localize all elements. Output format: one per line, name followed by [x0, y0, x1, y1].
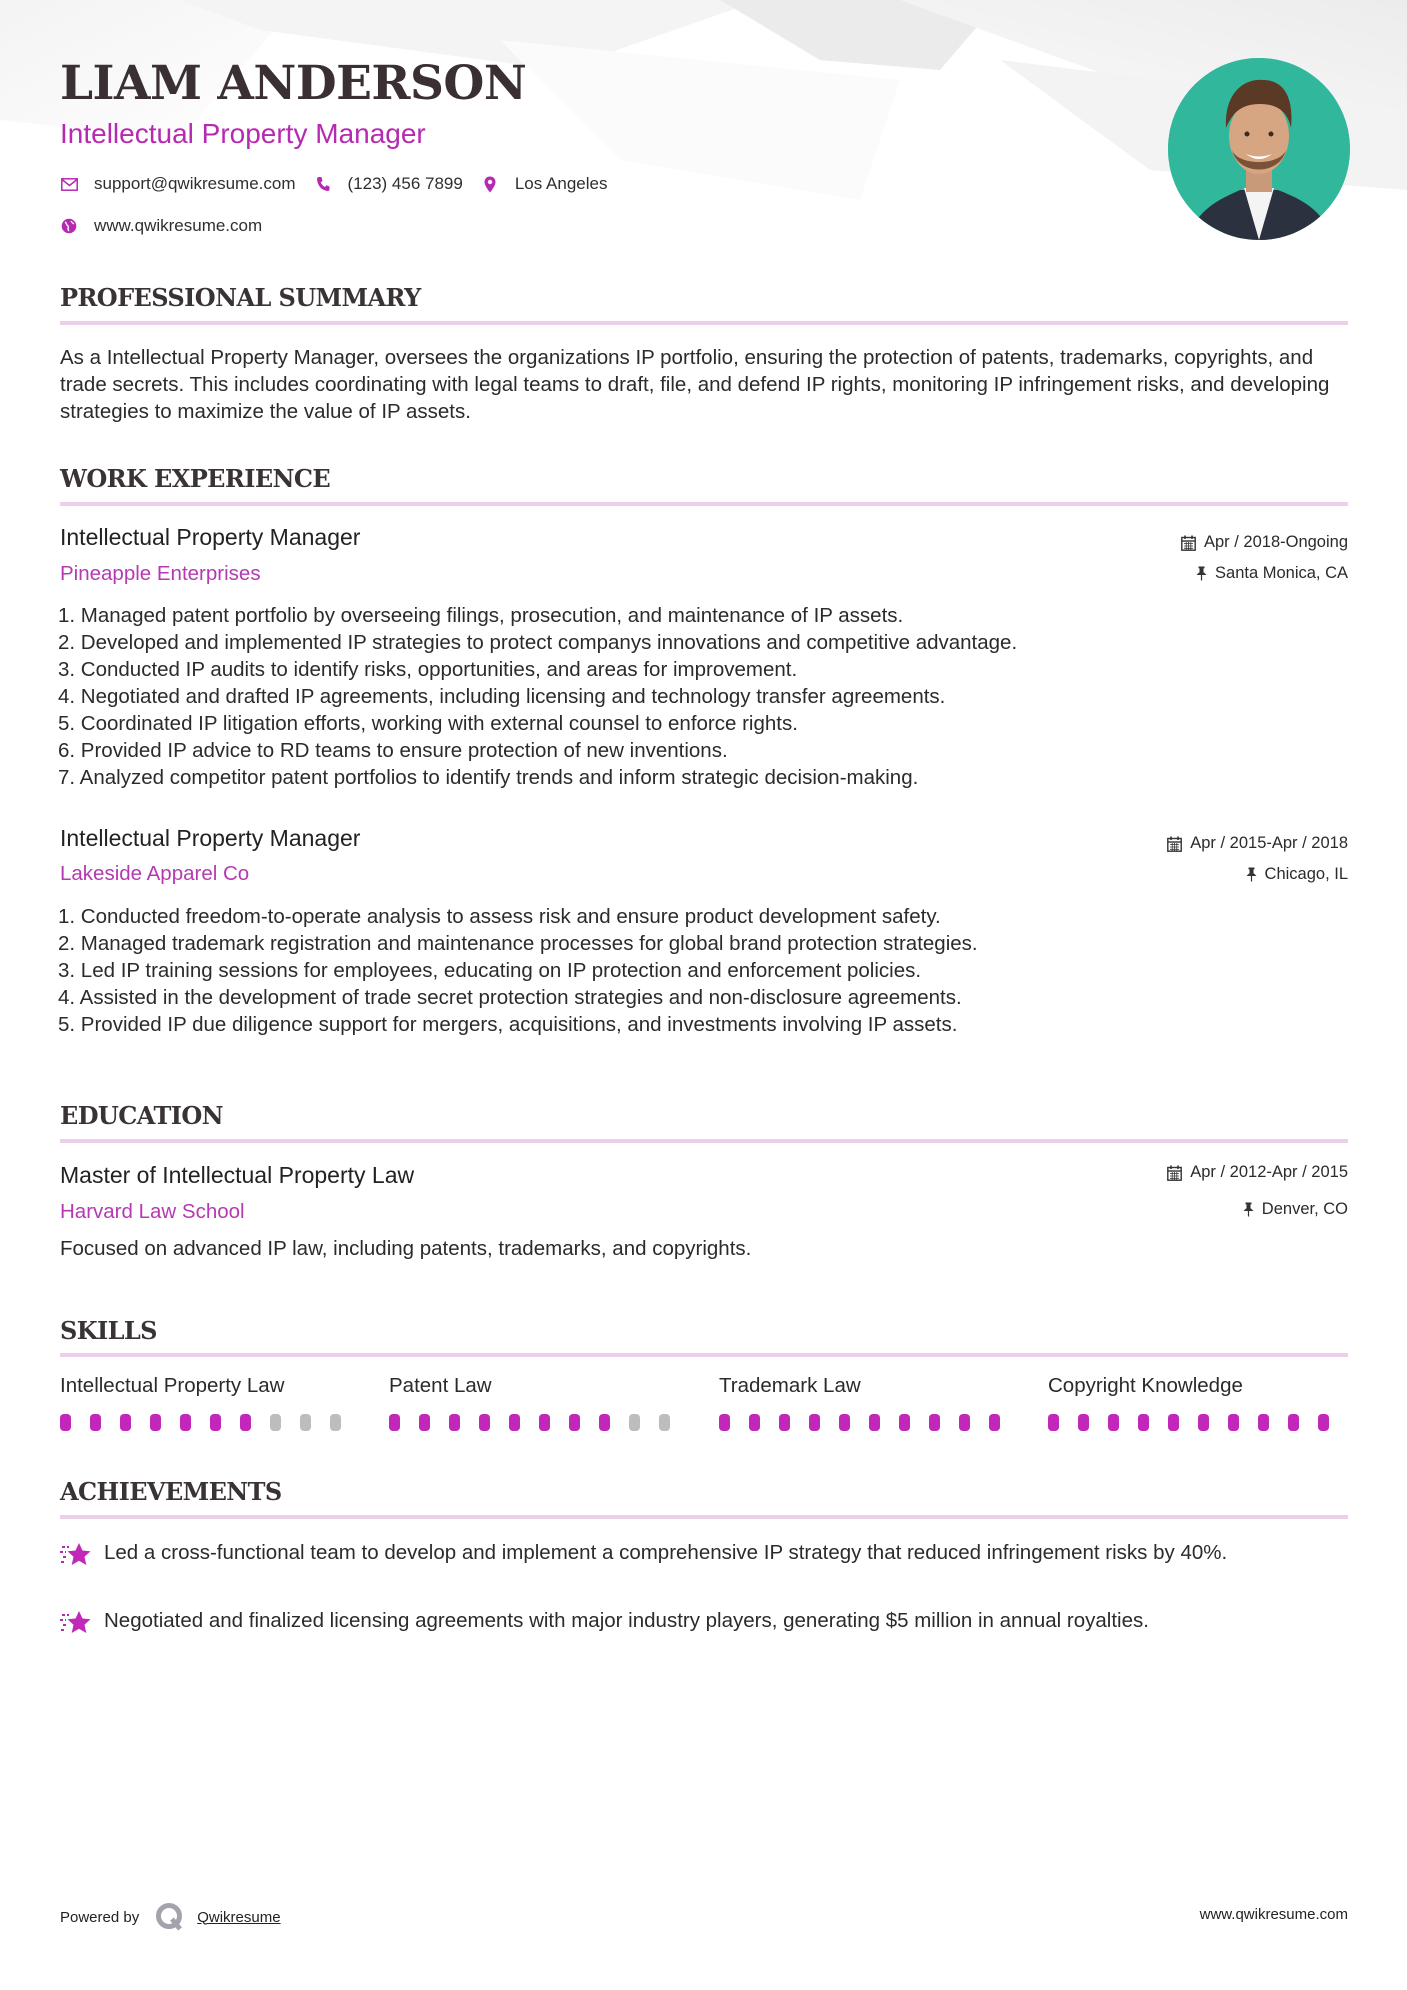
- skill-rating: [389, 1414, 689, 1431]
- job-responsibilities: [58, 903, 978, 1038]
- job-location: [1196, 564, 1348, 583]
- phone-number[interactable]: (123) 456 7899: [347, 174, 463, 193]
- skill-rating: [1048, 1414, 1348, 1431]
- website-row: [60, 216, 280, 236]
- section-divider: [60, 502, 1348, 506]
- education-dates: [1167, 1163, 1348, 1182]
- list-item: 3. Conducted IP audits to identify risks, opportunities, and areas for improvement.: [58, 658, 798, 681]
- skill-dot-filled: [809, 1414, 820, 1431]
- skill-dot-filled: [719, 1414, 730, 1431]
- education-dates-text: Apr / 2012-Apr / 2015: [1190, 1163, 1348, 1181]
- achievement-item: [60, 1607, 1350, 1640]
- skill-rating: [60, 1414, 360, 1431]
- skill-dot-filled: [539, 1414, 550, 1431]
- star-icon: [60, 1607, 94, 1640]
- company-name: Pineapple Enterprises: [60, 562, 261, 585]
- skill-dot-filled: [1048, 1414, 1059, 1431]
- section-divider: [60, 1515, 1348, 1519]
- list-item: 1. Conducted freedom-to-operate analysis to assess risk and ensure product development safety.: [58, 905, 941, 928]
- skill-item: [1048, 1374, 1348, 1431]
- skill-dot-filled: [1228, 1414, 1239, 1431]
- skill-dot-filled: [599, 1414, 610, 1431]
- email-link[interactable]: support@qwikresume.com: [94, 174, 296, 193]
- job-dates-text: Apr / 2015-Apr / 2018: [1190, 834, 1348, 852]
- job-title: Intellectual Property Manager: [60, 825, 361, 851]
- skill-dot-filled: [1078, 1414, 1089, 1431]
- section-heading-experience: WORK EXPERIENCE: [60, 464, 331, 493]
- skill-dot-filled: [180, 1414, 191, 1431]
- skill-dot-empty: [629, 1414, 640, 1431]
- skill-dot-filled: [509, 1414, 520, 1431]
- job-location: [1246, 865, 1348, 884]
- pushpin-icon: [1243, 1202, 1254, 1217]
- list-item: 4. Negotiated and drafted IP agreements, including licensing and technology transfer agreements.: [58, 685, 946, 708]
- section-heading-achievements: ACHIEVEMENTS: [60, 1477, 282, 1506]
- skill-dot-filled: [569, 1414, 580, 1431]
- skill-dot-empty: [270, 1414, 281, 1431]
- envelope-icon: [60, 175, 78, 193]
- qwikresume-logo-icon: [155, 1902, 185, 1932]
- candidate-title: Intellectual Property Manager: [60, 118, 426, 149]
- skill-label: Patent Law: [389, 1374, 492, 1397]
- skill-label: Intellectual Property Law: [60, 1374, 285, 1397]
- skill-item: [389, 1374, 689, 1431]
- degree-title: Master of Intellectual Property Law: [60, 1162, 415, 1188]
- list-item: 5. Coordinated IP litigation efforts, working with external counsel to enforce rights.: [58, 712, 798, 735]
- profile-photo: [1168, 58, 1350, 240]
- skill-item: [719, 1374, 1019, 1431]
- job-location-text: Chicago, IL: [1264, 865, 1348, 883]
- pushpin-icon: [1196, 566, 1207, 581]
- skill-dot-filled: [150, 1414, 161, 1431]
- candidate-name: LIAM ANDERSON: [60, 56, 527, 111]
- education-location-text: Denver, CO: [1261, 1200, 1348, 1218]
- list-item: 2. Developed and implemented IP strategies to protect companys innovations and competitive advantage.: [58, 631, 1018, 654]
- location: Los Angeles: [514, 174, 608, 193]
- skill-dot-filled: [1288, 1414, 1299, 1431]
- skill-dot-filled: [389, 1414, 400, 1431]
- skill-dot-empty: [659, 1414, 670, 1431]
- skill-dot-filled: [210, 1414, 221, 1431]
- section-divider: [60, 321, 1348, 325]
- section-heading-education: EDUCATION: [60, 1101, 223, 1130]
- summary-text: As a Intellectual Property Manager, oversees the organizations IP portfolio, ensuring the protection of patents, trademarks, copyrights, and trade secrets. This includes coordinating with legal teams to draft, file, and defend IP rights, monitoring IP infringement risks, and developing strategies to maximize the value of IP assets.: [60, 346, 1330, 423]
- calendar-icon: [1167, 836, 1182, 852]
- skill-rating: [719, 1414, 1019, 1431]
- skill-dot-filled: [749, 1414, 760, 1431]
- skill-dot-filled: [869, 1414, 880, 1431]
- skill-label: Copyright Knowledge: [1048, 1374, 1243, 1397]
- contact-row: [60, 174, 625, 194]
- skill-dot-empty: [330, 1414, 341, 1431]
- skill-dot-empty: [300, 1414, 311, 1431]
- skill-dot-filled: [449, 1414, 460, 1431]
- qwikresume-link[interactable]: Qwikresume: [197, 1908, 281, 1926]
- globe-icon: [60, 217, 78, 235]
- pushpin-icon: [1246, 867, 1257, 882]
- skill-dot-filled: [959, 1414, 970, 1431]
- map-pin-icon: [481, 175, 499, 193]
- skill-dot-filled: [1108, 1414, 1119, 1431]
- section-divider: [60, 1353, 1348, 1357]
- skill-dot-filled: [1198, 1414, 1209, 1431]
- education-location: [1243, 1200, 1348, 1219]
- section-heading-summary: PROFESSIONAL SUMMARY: [60, 283, 421, 312]
- powered-by-label: Powered by: [60, 1908, 140, 1926]
- job-dates-text: Apr / 2018-Ongoing: [1203, 533, 1348, 551]
- section-heading-skills: SKILLS: [60, 1316, 157, 1345]
- skill-dot-filled: [1258, 1414, 1269, 1431]
- skill-dot-filled: [60, 1414, 71, 1431]
- skill-dot-filled: [899, 1414, 910, 1431]
- list-item: 4. Assisted in the development of trade secret protection strategies and non-disclosure agreements.: [58, 986, 962, 1009]
- job-responsibilities: [58, 602, 1017, 791]
- job-dates: [1167, 834, 1348, 853]
- skill-dot-filled: [120, 1414, 131, 1431]
- skill-dot-filled: [929, 1414, 940, 1431]
- company-name: Lakeside Apparel Co: [60, 862, 250, 885]
- list-item: 5. Provided IP due diligence support for mergers, acquisitions, and investments involving IP assets.: [58, 1013, 958, 1036]
- skill-dot-filled: [1138, 1414, 1149, 1431]
- star-icon: [60, 1539, 94, 1572]
- skill-dot-filled: [779, 1414, 790, 1431]
- job-title: Intellectual Property Manager: [60, 524, 361, 550]
- calendar-icon: [1181, 535, 1196, 551]
- skill-dot-filled: [839, 1414, 850, 1431]
- skill-item: [60, 1374, 360, 1431]
- skill-dot-filled: [240, 1414, 251, 1431]
- skill-dot-filled: [90, 1414, 101, 1431]
- list-item: 6. Provided IP advice to RD teams to ensure protection of new inventions.: [58, 739, 728, 762]
- school-name: Harvard Law School: [60, 1200, 245, 1223]
- job-dates: [1181, 533, 1348, 552]
- achievement-item: [60, 1539, 1350, 1572]
- skill-dot-filled: [1168, 1414, 1179, 1431]
- website-link[interactable]: www.qwikresume.com: [94, 216, 263, 235]
- skill-dot-filled: [1318, 1414, 1329, 1431]
- education-description: Focused on advanced IP law, including patents, trademarks, and copyrights.: [60, 1237, 752, 1260]
- skill-dot-filled: [479, 1414, 490, 1431]
- footer-powered-by: [60, 1902, 281, 1932]
- phone-icon: [314, 175, 332, 193]
- list-item: 2. Managed trademark registration and maintenance processes for global brand protection strategies.: [58, 932, 978, 955]
- skill-label: Trademark Law: [719, 1374, 861, 1397]
- list-item: 7. Analyzed competitor patent portfolios to identify trends and inform strategic decision-making.: [58, 766, 919, 789]
- list-item: 1. Managed patent portfolio by overseeing filings, prosecution, and maintenance of IP assets.: [58, 604, 904, 627]
- section-divider: [60, 1139, 1348, 1143]
- calendar-icon: [1167, 1165, 1182, 1181]
- skill-dot-filled: [419, 1414, 430, 1431]
- job-location-text: Santa Monica, CA: [1215, 564, 1348, 582]
- achievement-text: Led a cross-functional team to develop and implement a comprehensive IP strategy that reduced infringement risks by 40%.: [104, 1541, 1228, 1564]
- footer-website[interactable]: www.qwikresume.com: [1199, 1906, 1348, 1923]
- achievement-text: Negotiated and finalized licensing agreements with major industry players, generating $5 million in annual royalties.: [104, 1609, 1149, 1632]
- skill-dot-filled: [989, 1414, 1000, 1431]
- list-item: 3. Led IP training sessions for employees, educating on IP protection and enforcement policies.: [58, 959, 922, 982]
